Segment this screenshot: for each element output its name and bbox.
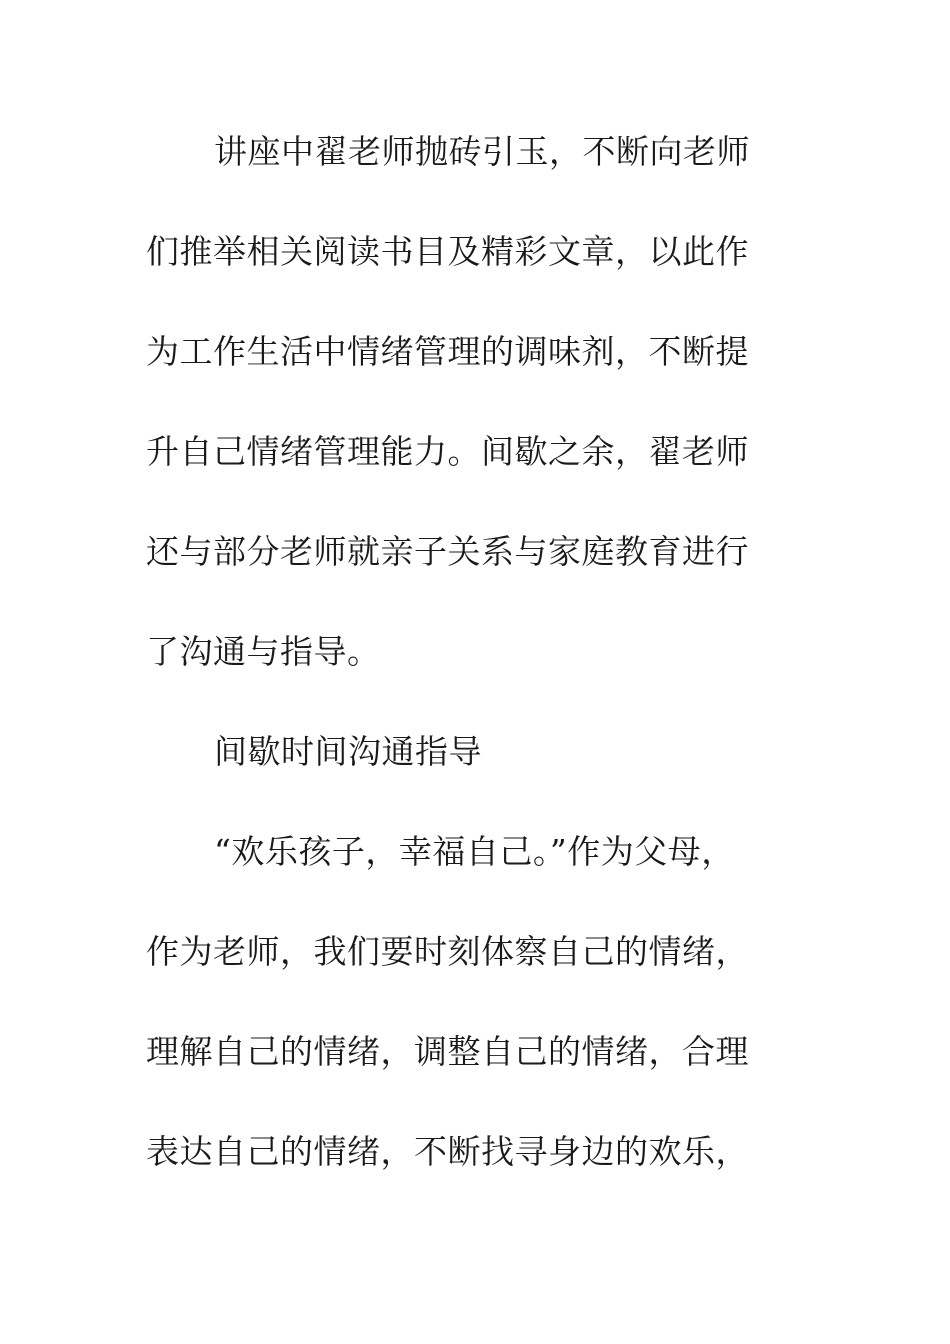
paragraph-1-line-4: 升自己情绪管理能力。间歇之余，翟老师 bbox=[146, 432, 749, 471]
section-heading: 间歇时间沟通指导 bbox=[214, 732, 482, 771]
paragraph-1-line-1: 讲座中翟老师抛砖引玉，不断向老师 bbox=[214, 132, 750, 171]
paragraph-1-line-5: 还与部分老师就亲子关系与家庭教育进行 bbox=[146, 532, 749, 571]
paragraph-1-line-2: 们推举相关阅读书目及精彩文章，以此作 bbox=[146, 232, 749, 271]
paragraph-2-line-4: 表达自己的情绪，不断找寻身边的欢乐， bbox=[146, 1132, 749, 1171]
paragraph-2-line-2: 作为老师，我们要时刻体察自己的情绪， bbox=[146, 932, 749, 971]
paragraph-2-line-3: 理解自己的情绪，调整自己的情绪，合理 bbox=[146, 1032, 749, 1071]
paragraph-1-line-6: 了沟通与指导。 bbox=[146, 632, 381, 671]
paragraph-2-line-1: “欢乐孩子，幸福自己。”作为父母， bbox=[214, 832, 735, 871]
paragraph-1-line-3: 为工作生活中情绪管理的调味剂，不断提 bbox=[146, 332, 749, 371]
